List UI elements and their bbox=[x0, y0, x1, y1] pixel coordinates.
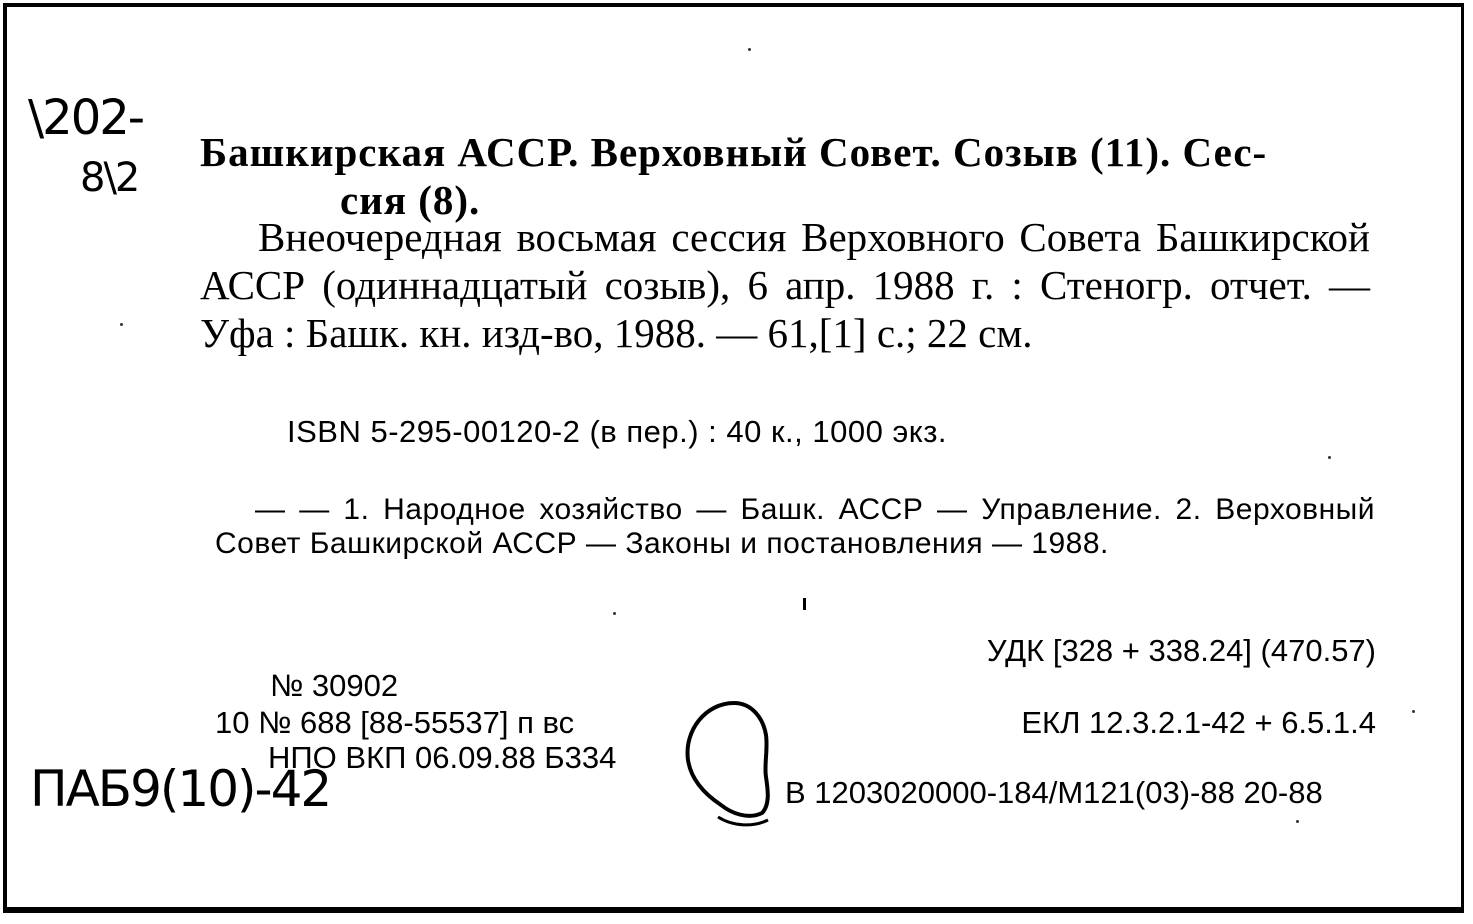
ekl-code: ЕКЛ 12.3.2.1-42 + 6.5.1.4 bbox=[1021, 705, 1376, 740]
npo-imprint: НПО ВКП 06.09.88 Б334 bbox=[268, 740, 617, 775]
bibliographic-description: Внеочередная восьмая сессия Верховного Совета Башкирской АССР (одиннадцатый созыв), 6 апр. 1988 г. : Стеногр. отчет. — Уфа : Башк. кн. изд-во, 1988. — 61,[1] с.; 22 см. bbox=[200, 214, 1370, 356]
call-number-handwritten-bottom: 8\2 bbox=[80, 155, 139, 201]
speck bbox=[120, 323, 123, 326]
shelf-mark-handwritten: ПАБ9(10)-42 bbox=[30, 760, 331, 818]
order-number: 10 № 688 [88-55537] п вс bbox=[215, 705, 575, 740]
subject-headings: — — 1. Народное хозяйство — Башк. АССР — Управление. 2. Верховный Совет Башкирской АССР — Законы и постановления — 1988. bbox=[215, 493, 1375, 560]
heading-line-2: сия (8). bbox=[340, 177, 481, 223]
entry-heading bbox=[200, 128, 1370, 224]
speck bbox=[613, 612, 616, 615]
udk-code: УДК [328 + 338.24] (470.57) bbox=[986, 633, 1376, 668]
speck bbox=[748, 48, 751, 51]
isbn-line: ISBN 5-295-00120-2 (в пер.) : 40 к., 1000 экз. bbox=[287, 414, 948, 449]
print-mark bbox=[803, 598, 806, 610]
speck bbox=[1328, 456, 1331, 459]
heading-line-1: Башкирская АССР. Верховный Совет. Созыв (11). Сес- bbox=[200, 129, 1268, 175]
card-number: № 30902 bbox=[270, 668, 399, 703]
bbk-code: В 1203020000-184/М121(03)-88 20-88 bbox=[785, 775, 1323, 810]
oval-stamp-mark bbox=[676, 695, 776, 830]
speck bbox=[1412, 710, 1415, 713]
speck bbox=[1296, 820, 1299, 823]
call-number-handwritten-top: \202- bbox=[28, 90, 144, 146]
